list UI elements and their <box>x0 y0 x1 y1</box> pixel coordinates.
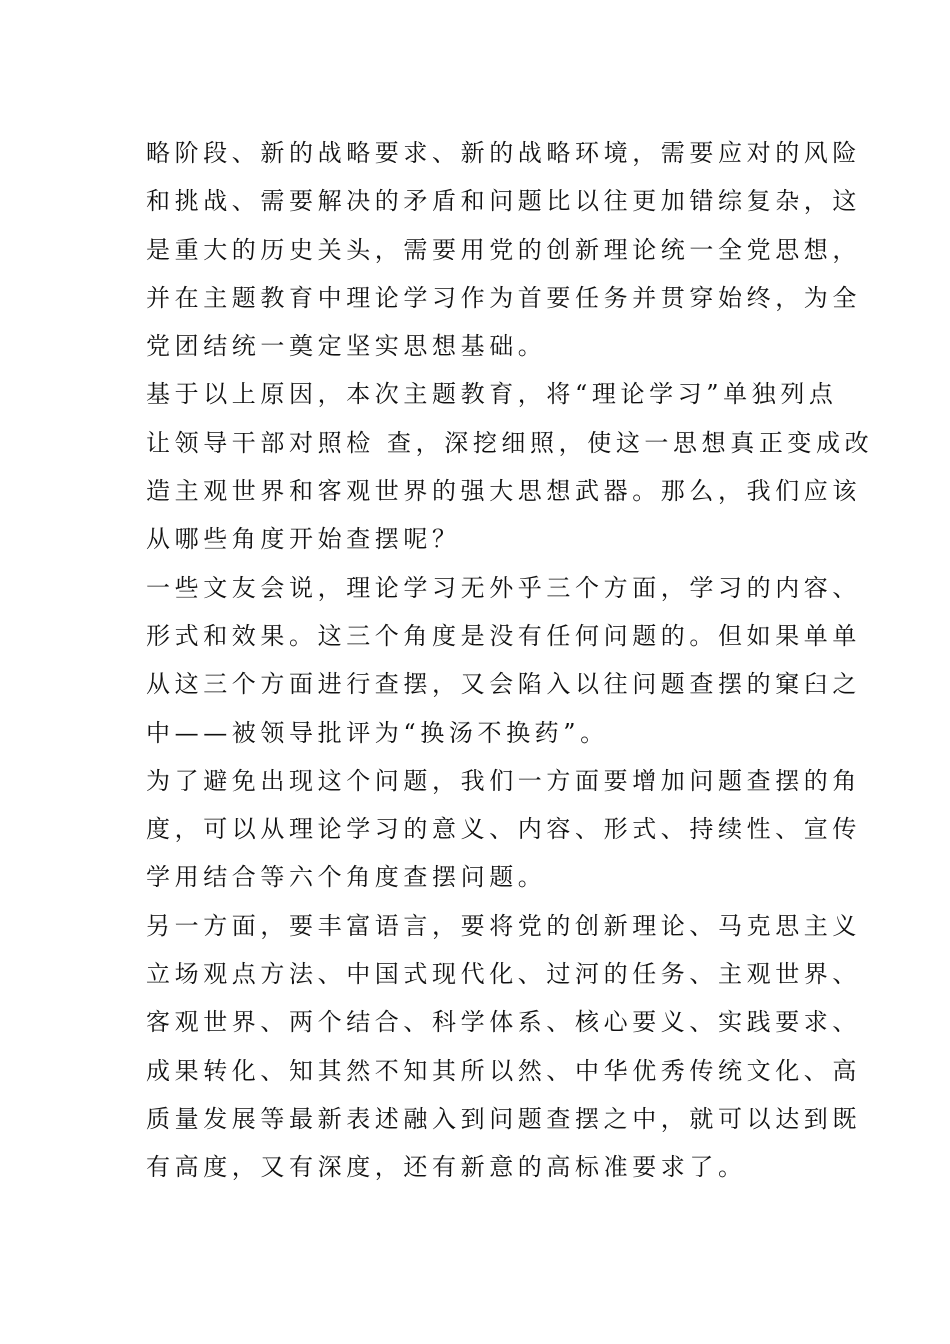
text-line: 为了避免出现这个问题，我们一方面要增加问题查摆的角 <box>146 766 861 795</box>
text-line: 从哪些角度开始查摆呢？ <box>146 525 461 554</box>
text-line: 度，可以从理论学习的意义、内容、形式、持续性、宣传 <box>146 815 861 844</box>
text-line: 让领导干部对照检 查，深挖细照，使这一思想真正变成改 <box>146 428 874 457</box>
text-line: 和挑战、需要解决的矛盾和问题比以往更加错综复杂，这 <box>146 187 861 216</box>
text-line: 党团结统一奠定坚实思想基础。 <box>146 332 547 361</box>
text-line: 并在主题教育中理论学习作为首要任务并贯穿始终，为全 <box>146 283 861 312</box>
text-line: 学用结合等六个角度查摆问题。 <box>146 863 547 892</box>
text-line: 形式和效果。这三个角度是没有任何问题的。但如果单单 <box>146 621 861 650</box>
document-body <box>146 129 874 1192</box>
text-line: 客观世界、两个结合、科学体系、核心要义、实践要求、 <box>146 1008 861 1037</box>
text-line: 质量发展等最新表述融入到问题查摆之中，就可以达到既 <box>146 1104 861 1133</box>
text-line: 基于以上原因，本次主题教育，将“理论学习”单独列点 <box>146 380 838 409</box>
text-line: 一些文友会说，理论学习无外乎三个方面，学习的内容、 <box>146 573 861 602</box>
text-line: 略阶段、新的战略要求、新的战略环境，需要应对的风险 <box>146 139 861 167</box>
text-line: 有高度，又有深度，还有新意的高标准要求了。 <box>146 1153 747 1182</box>
text-line: 从这三个方面进行查摆，又会陷入以往问题查摆的窠臼之 <box>146 670 861 699</box>
text-line: 中——被领导批评为“换汤不换药”。 <box>146 718 609 747</box>
text-line: 立场观点方法、中国式现代化、过河的任务、主观世界、 <box>146 960 861 989</box>
text-line: 另一方面，要丰富语言，要将党的创新理论、马克思主义 <box>146 911 861 940</box>
text-line: 成果转化、知其然不知其所以然、中华优秀传统文化、高 <box>146 1056 861 1085</box>
text-line: 是重大的历史关头，需要用党的创新理论统一全党思想， <box>146 235 861 264</box>
text-line: 造主观世界和客观世界的强大思想武器。那么，我们应该 <box>146 477 861 506</box>
